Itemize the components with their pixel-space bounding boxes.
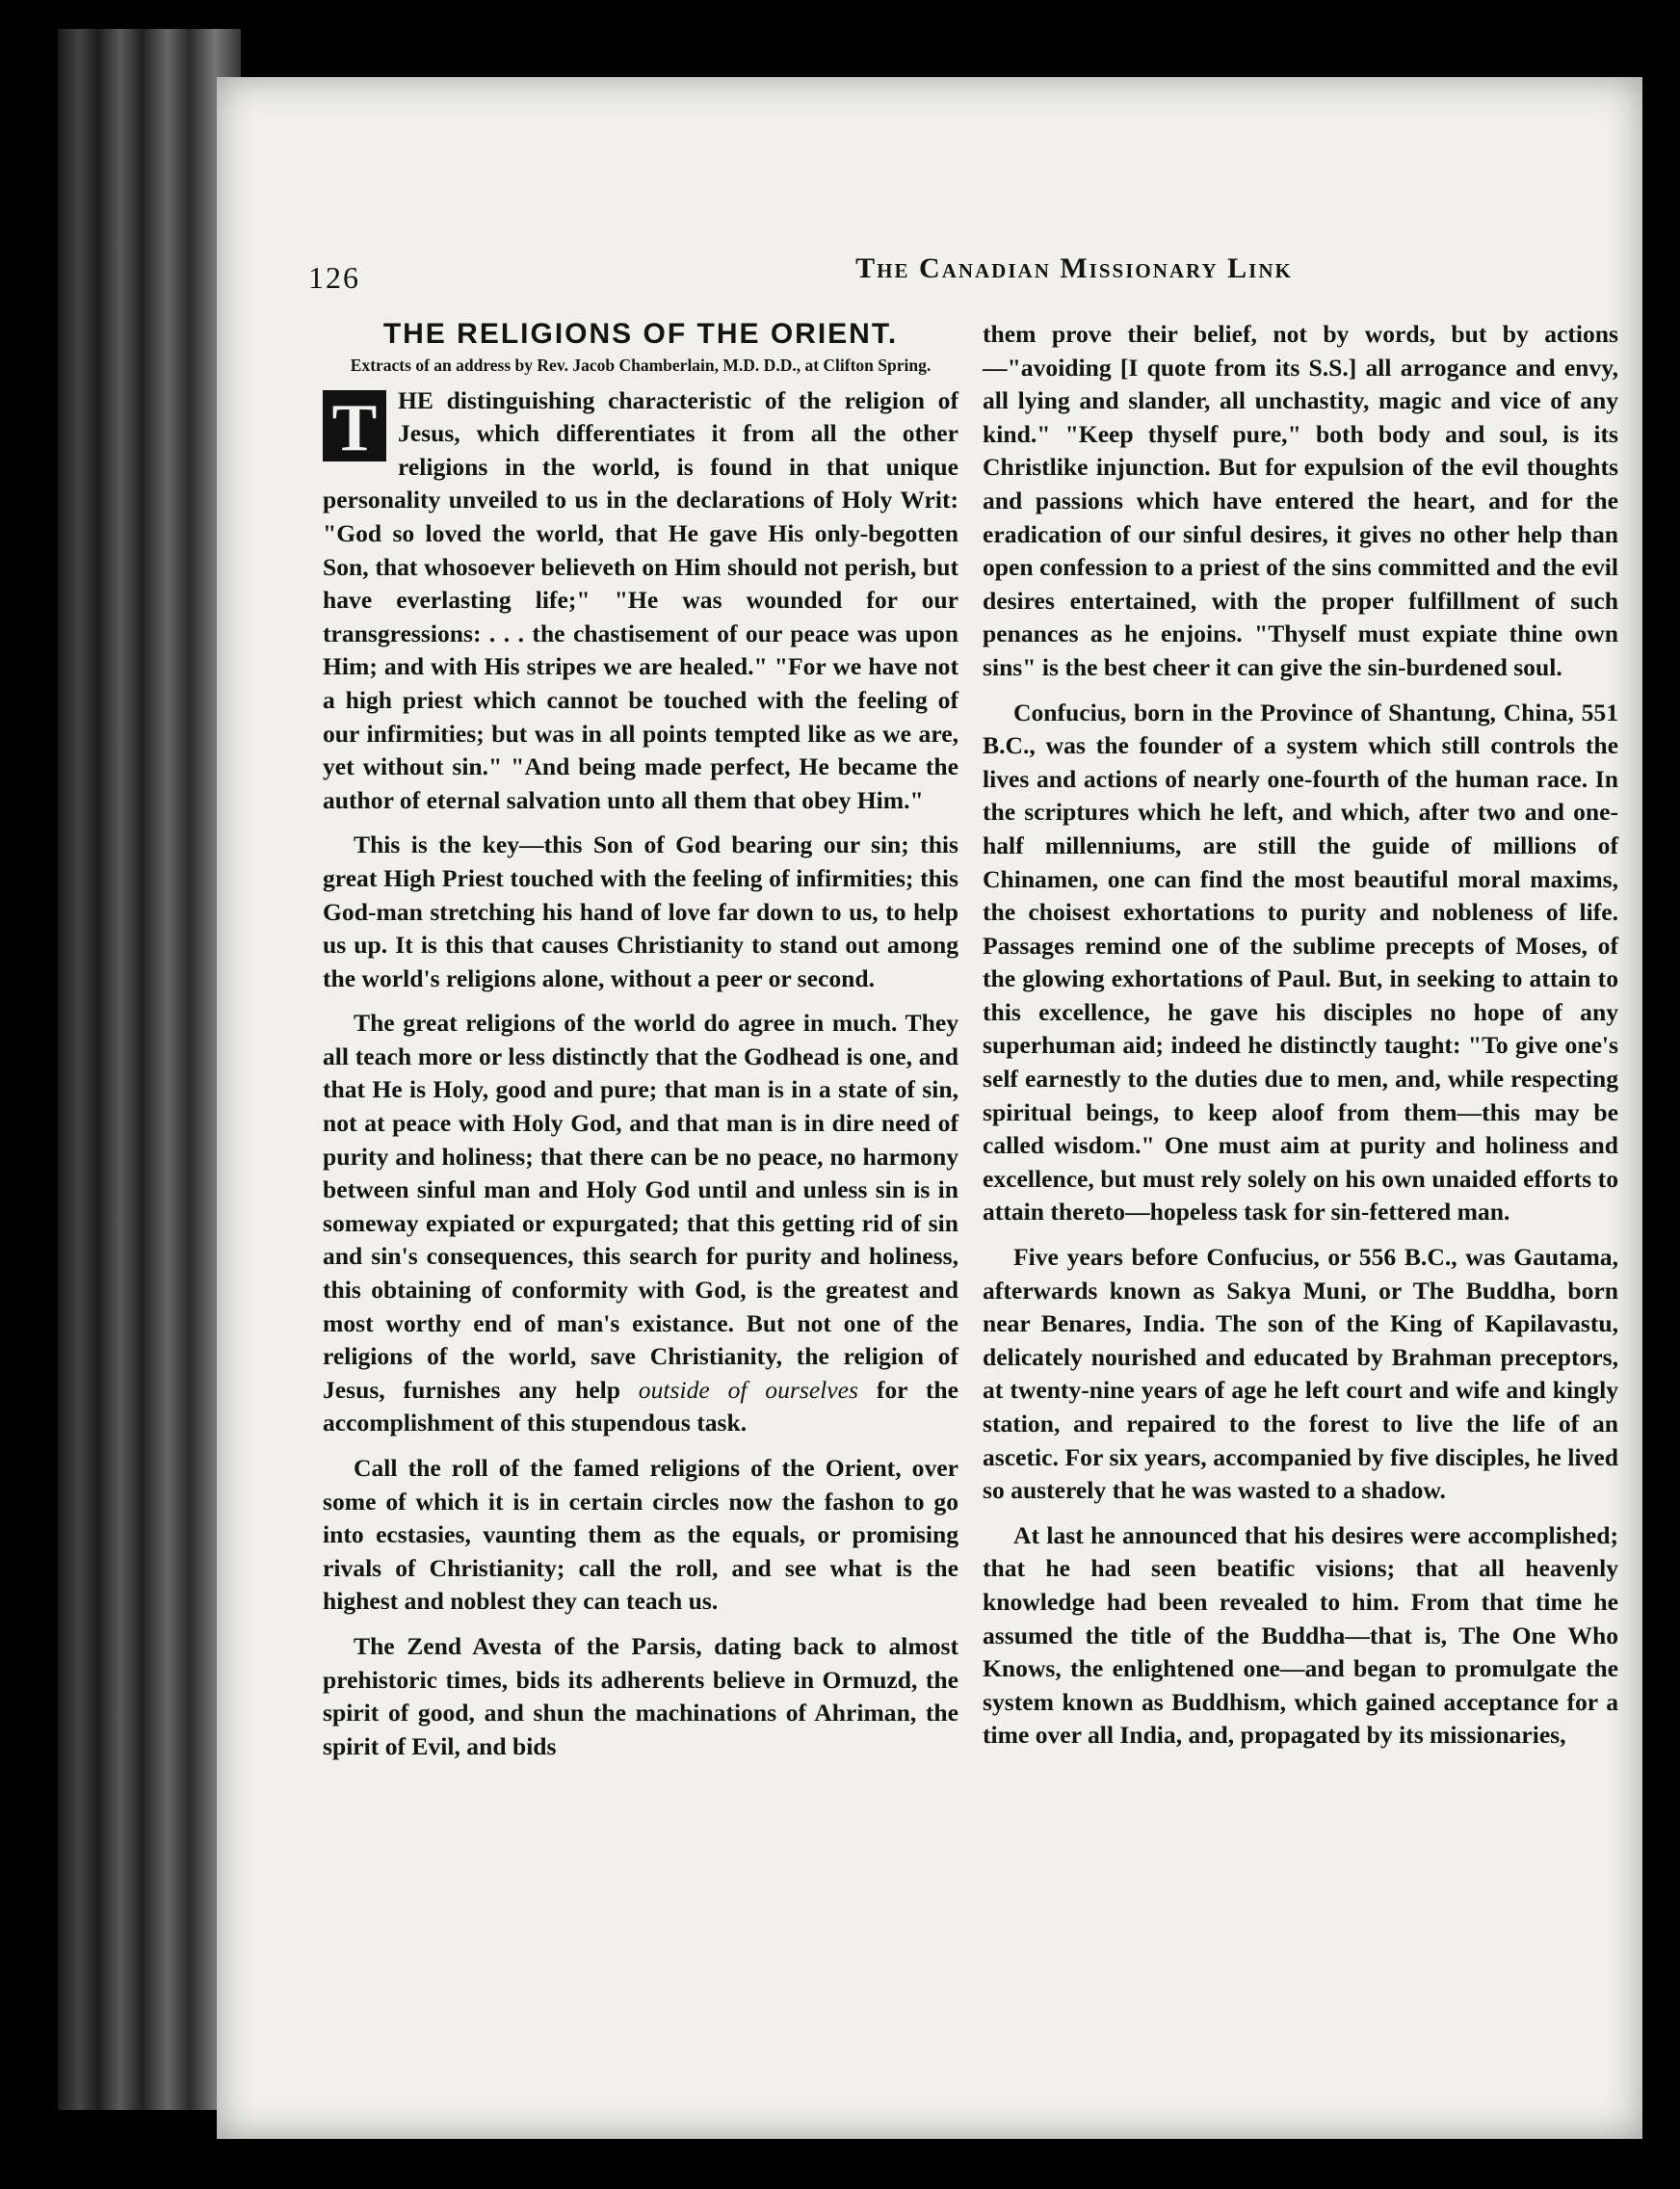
paragraph-9: At last he announced that his desires were accomplished; that he had seen beatific visions; that all heavenly knowledge had been revealed to him. From that time he assumed the title of the Buddha—that is, The One Who Knows, the enlightened one—and began to promulgate the system known as Buddhism, which gained acceptance for a time over all India, and, propagated by its missionaries, [983, 1520, 1618, 1750]
book-page-edges [58, 29, 241, 2110]
right-column [983, 318, 1618, 1764]
page-number: 126 [308, 260, 360, 295]
paragraph-7: Confucius, born in the Province of Shantung, China, 551 B.C., was the founder of a system which still controls the lives and actions of nearly one-fourth of the human race. In the scriptures which he left, and which, after two and one-half millenniums, are still the guide of millions of Chinamen, one can find the most beautiful moral maxims, the choisest exhortations to purity and nobleness of life. Passages remind one of the sublime precepts of Moses, of the glowing exhortations of Paul. But, in seeking to attain to this excellence, he gave his disciples no hope of any superhuman aid; indeed he distinctly taught: "To give one's self earnestly to the duties due to men, and, while respecting spiritual beings, to keep aloof from them—this may be called wisdom." One must aim at purity and holiness and excellence, but must rely solely on his own unaided efforts to attain thereto—hopeless task for sin-fettered man. [983, 698, 1618, 1226]
paragraph-3 [323, 1007, 958, 1440]
paragraph-3-text-b: for the accomplishment of this stupendous task. [323, 1375, 958, 1437]
article-byline: Extracts of an address by Rev. Jacob Chamberlain, M.D. D.D., at Clifton Spring. [350, 355, 932, 375]
left-column [323, 318, 958, 1775]
book-page [217, 77, 1642, 2139]
paragraph-3-text-a: The great religions of the world do agree in much. They all teach more or less distinctly that the Godhead is one, and that He is Holy, good and pure; that man is in a state of sin, not at peace with Holy God, and that man is in dire need of purity and holiness; that there can be no peace, no harmony between sinful man and Holy God until and unless sin is in someway expiated or expurgated; that this getting rid of sin and sin's consequences, this search for purity and holiness, this obtaining of conformity with God, is the greatest and most worthy end of man's existance. But not one of the religions of the world, save Christianity, the religion of Jesus, furnishes any help [323, 1009, 958, 1404]
paragraph-5: The Zend Avesta of the Parsis, dating back to almost prehistoric times, bids its adherents believe in Ormuzd, the spirit of good, and shun the machinations of Ahriman, the spirit of Evil, and bids [323, 1631, 958, 1760]
paragraph-4: Call the roll of the famed religions of the Orient, over some of which it is in certain circles now the fashon to go into ecstasies, vaunting them as the equals, or promising rivals of Christianity; call the roll, and see what is the highest and noblest they can teach us. [323, 1454, 958, 1616]
paragraph-1-text: HE distinguishing characteristic of the religion of Jesus, which differentiates it from all the other religions in the world, is found in that unique personality unveiled to us in the declarations of Holy Writ: "God so loved the world, that He gave His only-begotten Son, that whosoever believeth on Him should not perish, but have everlasting life;" "He was wounded for our transgressions: . . . the chastisement of our peace was upon Him; and with His stripes we are healed." "For we have not a high priest which cannot be touched with the feeling of our infirmities; but was in all points tempted like as we are, yet without sin." "And being made perfect, He became the author of eternal salvation unto all them that obey Him." [323, 385, 958, 814]
running-title: The Canadian Missionary Link [855, 252, 1293, 284]
drop-cap: T [323, 390, 386, 462]
paragraph-3-italic: outside of ourselves [638, 1375, 858, 1404]
article-title: THE RELIGIONS OF THE ORIENT. [382, 318, 899, 350]
paragraph-8: Five years before Confucius, or 556 B.C., was Gautama, afterwards known as Sakya Muni, or The Buddha, born near Benares, India. The son of the King of Kapilavastu, delicately nourished and educated by Brahman preceptors, at twenty-nine years of age he left court and wife and kingly station, and repaired to the forest to live the life of an ascetic. For six years, accompanied by five disciples, he lived so austerely that he was wasted to a shadow. [983, 1243, 1618, 1505]
paragraph-1 [323, 384, 958, 818]
paragraph-6: them prove their belief, not by words, but by actions—"avoiding [I quote from its S.S.] all arrogance and envy, all lying and slander, all unchastity, magic and vice of any kind." "Keep thyself pure," both body and soul, is its Christlike injunction. But for expulsion of the evil thoughts and passions which have entered the heart, and for the eradication of our sinful desires, it gives no other help than open confession to a priest of the sins committed and the evil desires entertained, with the proper fulfillment of such penances as he enjoins. "Thyself must expiate thine own sins" is the best cheer it can give the sin-burdened soul. [983, 320, 1618, 681]
paragraph-2: This is the key—this Son of God bearing our sin; this great High Priest touched with the feeling of infirmities; this God-man stretching his hand of love far down to us, to help us up. It is this that causes Christianity to stand out among the world's religions alone, without a peer or second. [323, 831, 958, 992]
